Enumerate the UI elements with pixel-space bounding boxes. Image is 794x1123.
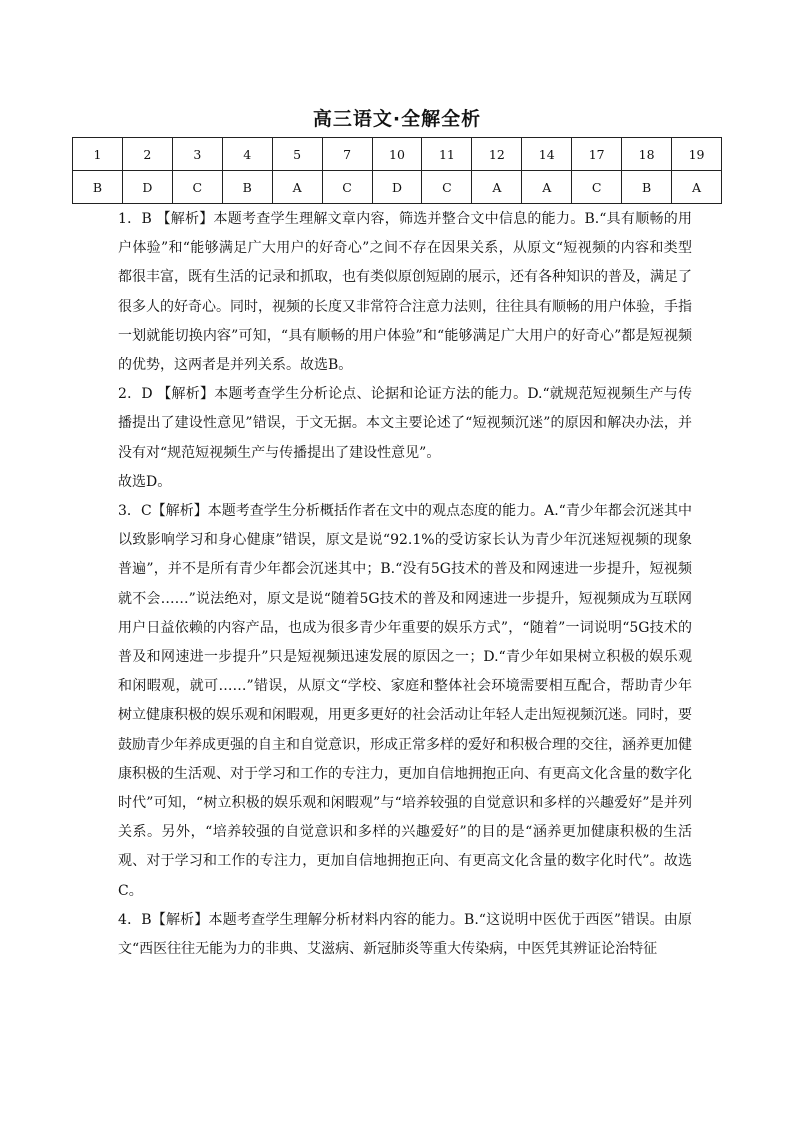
answer-table [72,137,722,204]
question-number-cell: 2 [122,138,172,171]
answer-cell: C [172,171,222,204]
answer-cell: D [122,171,172,204]
question-number-cell: 17 [572,138,622,171]
answer-cell: A [472,171,522,204]
answer-table-answer-row [73,171,722,204]
explanation-q4: 4．B【解析】本题考查学生理解分析材料内容的能力。B.“这说明中医优于西医”错误。由原文“西医往往无能为力的非典、艾滋病、新冠肺炎等重大传染病，中医凭其辨证论治特征 [118,911,692,958]
explanation-q2: 2．D 【解析】本题考查学生分析论点、论据和论证方法的能力。D.“就规范短视频生产与传播提出了建设性意见”错误，于文无据。本文主要论述了“短视频沉迷”的原因和解决办法，并没有对“规范短视频生产与传播提出了建设性意见”。 [118,386,692,461]
question-number-cell: 18 [622,138,672,171]
question-number-cell: 10 [372,138,422,171]
answer-cell: C [322,171,372,204]
page-title: 高三语文·全解全析 [312,108,482,130]
answer-cell: B [222,171,272,204]
question-number-cell: 4 [222,138,272,171]
question-number-cell: 3 [172,138,222,171]
answer-cell: A [522,171,572,204]
question-number-cell: 11 [422,138,472,171]
question-number-cell: 5 [272,138,322,171]
question-number-cell: 12 [472,138,522,171]
question-number-cell: 14 [522,138,572,171]
question-number-cell: 7 [322,138,372,171]
answer-cell: A [272,171,322,204]
answer-cell: C [572,171,622,204]
explanation-q3: 3．C【解析】本题考查学生分析概括作者在文中的观点态度的能力。A.“青少年都会沉迷其中以致影响学习和身心健康”错误，原文是说“92.1%的受访家长认为青少年沉迷短视频的现象普遍”，并不是所有青少年都会沉迷其中；B.“没有5G技术的普及和网速进一步提升，短视频就不会……”说法绝对，原文是说“随着5G技术的普及和网速进一步提升，短视频成为互联网用户日益依赖的内容产品，也成为很多青少年重要的娱乐方式”，“随着”一词说明“5G技术的普及和网速进一步提升”只是短视频迅速发展的原因之一；D.“青少年如果树立积极的娱乐观和闲暇观，就可……”错误，从原文“学校、家庭和整体社会环境需要相互配合，帮助青少年树立健康积极的娱乐观和闲暇观，用更多更好的社会活动让年轻人走出短视频沉迷。同时，要鼓励青少年养成更强的自主和自觉意识，形成正常多样的爱好和积极合理的交往，涵养更加健康积极的生活观、对于学习和工作的专注力，更加自信地拥抱正向、有更高文化含量的数字化时代”可知，“树立积极的娱乐观和闲暇观”与“培养较强的自觉意识和多样的兴趣爱好”是并列关系。另外，“培养较强的自觉意识和多样的兴趣爱好”的目的是“涵养更加健康积极的生活观、对于学习和工作的专注力，更加自信地拥抱正向、有更高文化含量的数字化时代”。故选C。 [118,503,692,899]
answer-table-question-row [73,138,722,171]
explanation-body [118,205,692,964]
explanation-q2-conclusion: 故选D。 [118,473,172,490]
answer-cell: B [73,171,123,204]
answer-cell: C [422,171,472,204]
answer-cell: D [372,171,422,204]
explanation-q1: 1．B 【解析】本题考查学生理解文章内容，筛选并整合文中信息的能力。B.“具有顺畅的用户体验”和“能够满足广大用户的好奇心”之间不存在因果关系，从原文“短视频的内容和类型都很丰富，既有生活的记录和抓取，也有类似原创短剧的展示，还有各种知识的普及，满足了很多人的好奇心。同时，视频的长度又非常符合注意力法则，往往具有顺畅的用户体验，手指一划就能切换内容”可知，“具有顺畅的用户体验”和“能够满足广大用户的好奇心”都是短视频的优势，这两者是并列关系。故选B。 [118,211,692,374]
answer-cell: B [622,171,672,204]
question-number-cell: 19 [672,138,722,171]
question-number-cell: 1 [73,138,123,171]
answer-cell: A [672,171,722,204]
